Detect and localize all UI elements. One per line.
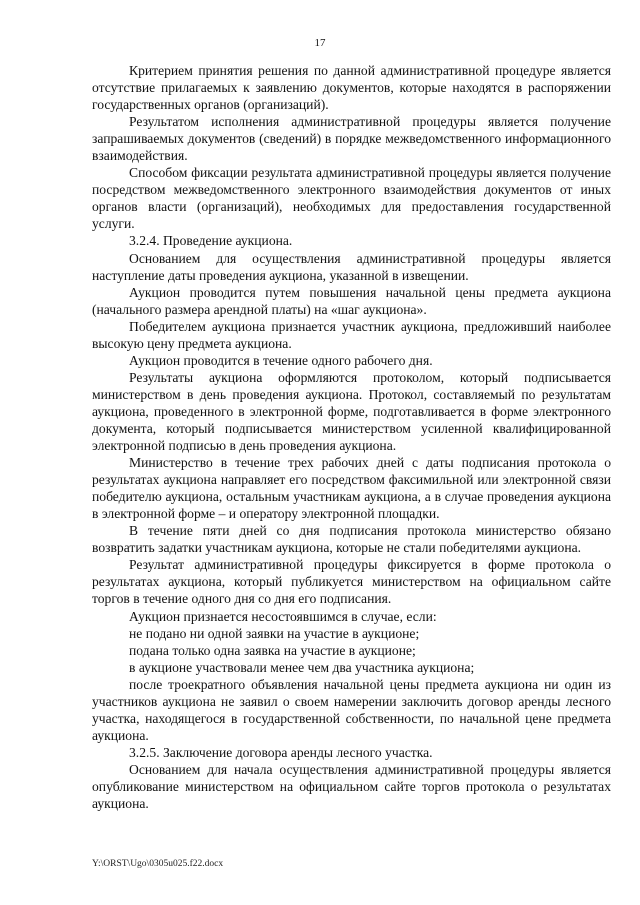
list-item: не подано ни одной заявки на участие в аукционе; (129, 625, 420, 641)
paragraph: Победителем аукциона признается участник аукциона, предложивший наиболее высокую цену предмета аукциона. (92, 318, 611, 351)
paragraph: Критерием принятия решения по данной административной процедуре является отсутствие прилагаемых к заявлению документов, которые находятся в распоряжении государственных органов (организаций). (92, 63, 611, 113)
document-body (92, 62, 611, 812)
paragraph: Результаты аукциона оформляются протоколом, который подписывается министерством в день проведения аукциона. Протокол, составляемый по результатам аукциона, проведенного в электронной форме, подготавливается в форме электронного документа, который подписывается министерством усиленной квалифицированной электронной подписью в день проведения аукциона. (92, 369, 611, 454)
paragraph: Основанием для осуществления административной процедуры является наступление даты проведения аукциона, указанной в извещении. (92, 250, 611, 283)
paragraph: Результатом исполнения административной процедуры является получение запрашиваемых документов (сведений) в порядке межведомственного информационного взаимодействия. (92, 114, 611, 164)
paragraph: Результат административной процедуры фиксируется в форме протокола о результатах аукциона, который публикуется министерством на официальном сайте торгов в течение одного дня со дня его подписания. (92, 557, 611, 607)
paragraph: Аукцион проводится путем повышения начальной цены предмета аукциона (начального размера арендной платы) на «шаг аукциона». (92, 284, 611, 317)
section-heading: 3.2.5. Заключение договора аренды лесного участка. (129, 744, 433, 760)
list-item: после троекратного объявления начальной цены предмета аукциона ни один из участников аукциона не заявил о своем намерении заключить договор аренды лесного участка, находящегося в государственной собственности, по начальной цене предмета аукциона. (92, 676, 611, 743)
paragraph: В течение пяти дней со дня подписания протокола министерство обязано возвратить задатки участникам аукциона, которые не стали победителями аукциона. (92, 523, 611, 556)
list-item: в аукционе участвовали менее чем два участника аукциона; (129, 659, 475, 675)
paragraph: Аукцион проводится в течение одного рабочего дня. (129, 352, 433, 368)
page-number: 17 (314, 37, 326, 49)
paragraph: Аукцион признается несостоявшимся в случае, если: (129, 608, 437, 624)
list-item: подана только одна заявка на участие в аукционе; (129, 642, 416, 658)
section-heading: 3.2.4. Проведение аукциона. (129, 233, 293, 249)
paragraph: Министерство в течение трех рабочих дней с даты подписания протокола о результатах аукциона направляет его посредством факсимильной или электронной связи победителю аукциона, остальным участникам аукциона, а в случае проведения аукциона в электронной форме – и оператору электронной площадки. (92, 455, 611, 522)
paragraph: Основанием для начала осуществления административной процедуры является опубликование министерством на официальном сайте торгов протокола о результатах аукциона. (92, 761, 611, 812)
paragraph: Способом фиксации результата административной процедуры является получение посредством межведомственного электронного взаимодействия документов от иных органов власти (организаций), необходимых для предоставления государственной услуги. (92, 165, 611, 232)
footer-file-path: Y:\ORST\Ugo\0305u025.f22.docx (92, 859, 224, 869)
